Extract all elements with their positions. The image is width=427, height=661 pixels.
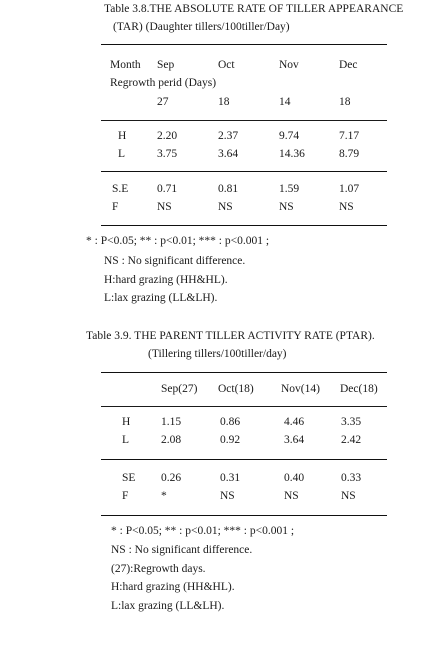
days-dec: 18 [339, 96, 351, 108]
table-3-8-header-rule [101, 120, 387, 121]
row-label: F [122, 490, 129, 502]
cell: NS [220, 490, 235, 502]
month-nov: Nov [279, 59, 299, 71]
cell: 3.64 [284, 434, 305, 446]
cell: 9.74 [279, 130, 300, 142]
cell: 0.31 [220, 472, 241, 484]
header-sep: Sep(27) [161, 383, 198, 395]
table-3-9-title-line2: (Tillering tillers/100tiller/day) [148, 348, 287, 360]
cell: 1.15 [161, 416, 182, 428]
cell: 1.59 [279, 183, 300, 195]
month-dec: Dec [339, 59, 358, 71]
footnote: NS : No significant difference. [111, 544, 253, 556]
cell: NS [339, 201, 354, 213]
cell: 4.46 [284, 416, 305, 428]
cell: NS [218, 201, 233, 213]
cell: 1.07 [339, 183, 360, 195]
row-label: L [118, 148, 126, 160]
month-oct: Oct [218, 59, 235, 71]
table-3-9-header-rule [101, 406, 387, 407]
month-sep: Sep [157, 59, 175, 71]
cell: 2.42 [341, 434, 362, 446]
cell: NS [341, 490, 356, 502]
cell: 14.36 [279, 148, 305, 160]
cell: 3.64 [218, 148, 239, 160]
row-label: SE [122, 472, 136, 484]
footnote: * : P<0.05; ** : p<0.01; *** : p<0.001 ; [111, 525, 295, 537]
cell: 0.86 [220, 416, 241, 428]
cell: 0.92 [220, 434, 241, 446]
cell: 3.35 [341, 416, 362, 428]
footnote: H:hard grazing (HH&HL). [104, 274, 228, 286]
cell: 0.33 [341, 472, 362, 484]
cell: 2.20 [157, 130, 178, 142]
cell: 8.79 [339, 148, 360, 160]
cell: NS [284, 490, 299, 502]
footnote: * : P<0.05; ** : p<0.01; *** : p<0.001 ; [86, 235, 270, 247]
cell: NS [279, 201, 294, 213]
footnote: (27):Regrowth days. [111, 563, 206, 575]
row-label: H [118, 130, 127, 142]
footnote: H:hard grazing (HH&HL). [111, 581, 235, 593]
row-label: S.E [112, 183, 129, 195]
cell: 2.37 [218, 130, 239, 142]
table-3-9-mid-rule [101, 459, 387, 460]
month-label: Month [110, 59, 141, 71]
cell: 0.40 [284, 472, 305, 484]
footnote: L:lax grazing (LL&LH). [111, 600, 225, 612]
days-nov: 14 [279, 96, 291, 108]
table-3-8-top-rule [101, 44, 387, 45]
table-3-9-bottom-rule [101, 515, 387, 516]
table-3-8-title-line2: (TAR) (Daughter tillers/100tiller/Day) [113, 21, 290, 33]
header-oct: Oct(18) [218, 383, 254, 395]
table-3-8-title-line1: Table 3.8.THE ABSOLUTE RATE OF TILLER APPEARANCE [104, 3, 404, 15]
cell: * [161, 490, 167, 502]
cell: 2.08 [161, 434, 182, 446]
row-label: L [122, 434, 130, 446]
cell: 3.75 [157, 148, 178, 160]
table-3-8-bottom-rule [101, 225, 387, 226]
row-label: H [122, 416, 131, 428]
days-sep: 27 [157, 96, 169, 108]
row-label: F [112, 201, 119, 213]
table-3-9-title-line1: Table 3.9. THE PARENT TILLER ACTIVITY RATE (PTAR). [86, 330, 375, 342]
cell: NS [157, 201, 172, 213]
days-oct: 18 [218, 96, 230, 108]
cell: 0.71 [157, 183, 178, 195]
cell: 0.26 [161, 472, 182, 484]
cell: 0.81 [218, 183, 239, 195]
regrowth-label: Regrowth perid (Days) [110, 77, 217, 89]
footnote: NS : No significant difference. [104, 255, 246, 267]
table-3-9-top-rule [101, 372, 387, 373]
header-dec: Dec(18) [340, 383, 378, 395]
cell: 7.17 [339, 130, 360, 142]
header-nov: Nov(14) [281, 383, 320, 395]
footnote: L:lax grazing (LL&LH). [104, 292, 218, 304]
table-3-8-mid-rule [101, 171, 387, 172]
